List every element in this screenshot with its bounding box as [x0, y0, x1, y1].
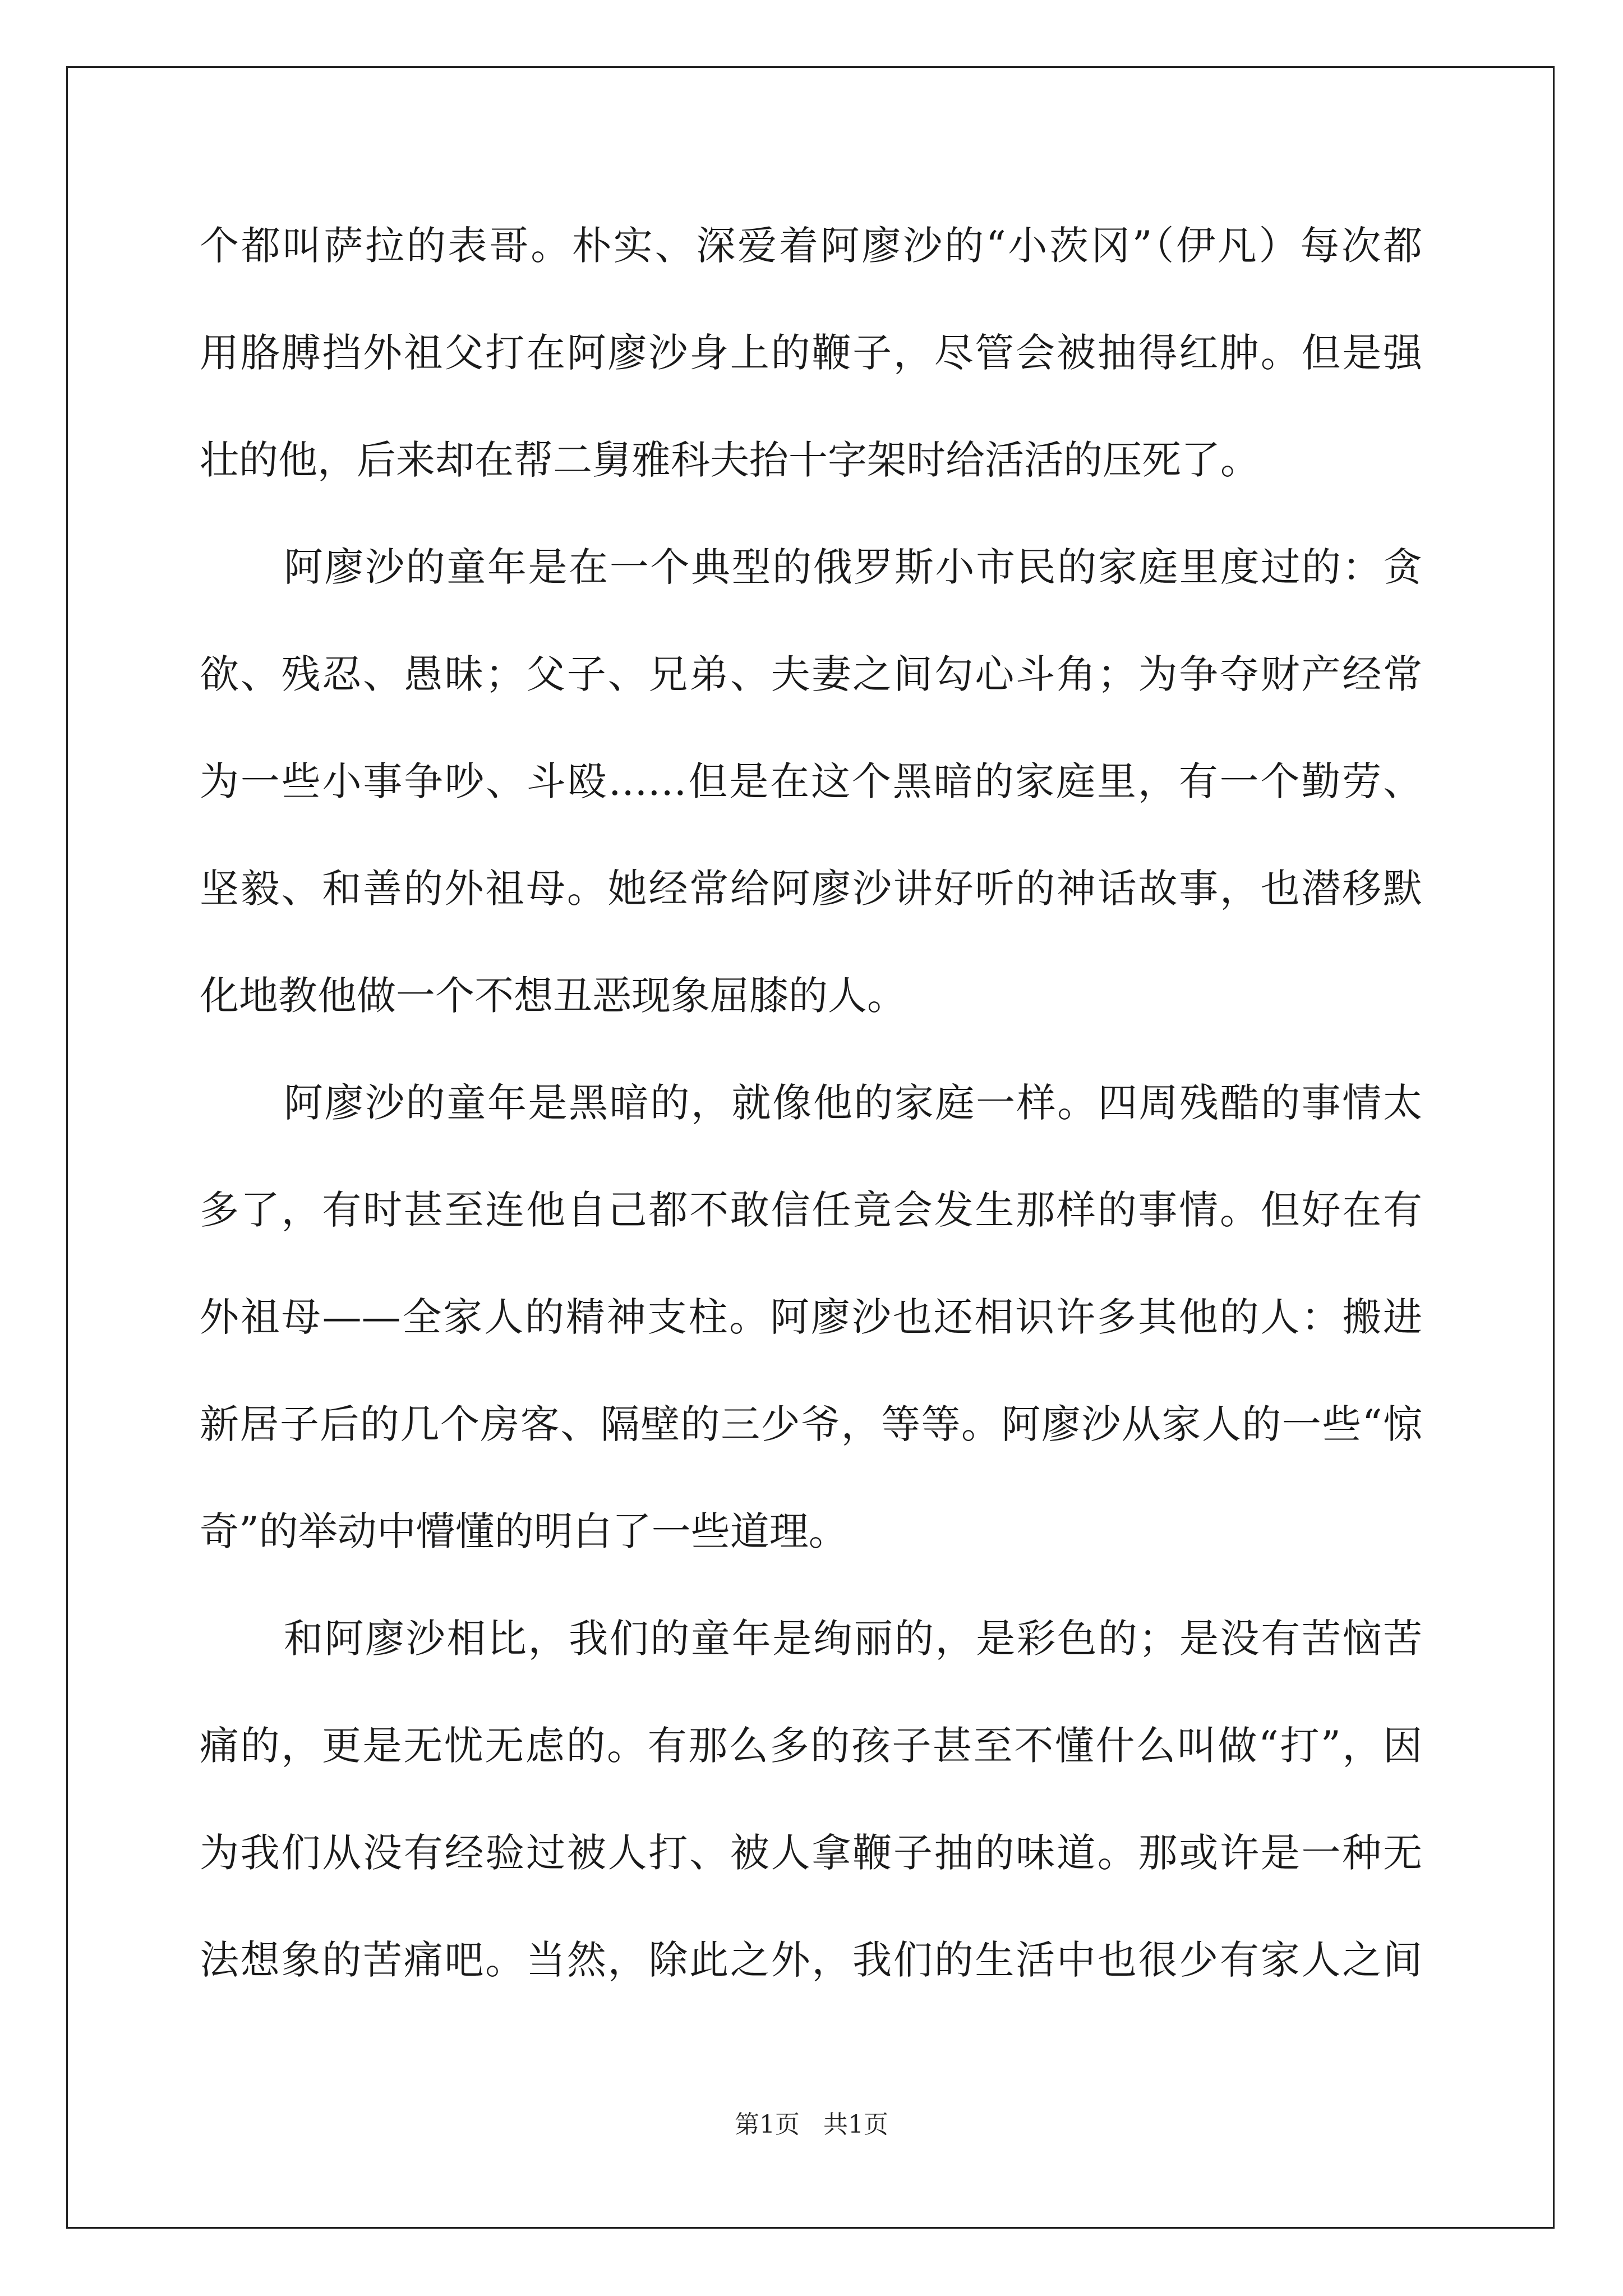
page-number: 第1页 — [735, 2110, 800, 2139]
document-body — [200, 212, 1422, 2033]
text-line: 化地教他做一个不想丑恶现象屈膝的人。 — [200, 973, 906, 1019]
text-line: 为一些小事争吵、斗殴……但是在这个黑暗的家庭里，有一个勤劳、 — [200, 758, 1422, 804]
text-line: 坚毅、和善的外祖母。她经常给阿廖沙讲好听的神话故事，也潜移默 — [200, 866, 1422, 912]
text-line: 壮的他，后来却在帮二舅雅科夫抬十字架时给活活的压死了。 — [200, 437, 1260, 483]
text-line: 多了，有时甚至连他自己都不敢信任竟会发生那样的事情。但好在有 — [200, 1187, 1422, 1233]
text-line: 用胳膊挡外祖父打在阿廖沙身上的鞭子，尽管会被抽得红肿。但是强 — [200, 330, 1422, 376]
page-total: 共1页 — [823, 2110, 888, 2139]
paragraph — [200, 533, 1422, 1069]
text-line: 痛的，更是无忧无虑的。有那么多的孩子甚至不懂什么叫做“打”，因 — [200, 1723, 1422, 1769]
text-line: 奇”的举动中懵懂的明白了一些道理。 — [200, 1508, 848, 1554]
page-footer — [0, 2108, 1623, 2142]
paragraph — [200, 1605, 1422, 2033]
text-line: 阿廖沙的童年是黑暗的，就像他的家庭一样。四周残酷的事情太 — [284, 1080, 1422, 1126]
text-line: 欲、残忍、愚昧；父子、兄弟、夫妻之间勾心斗角；为争夺财产经常 — [200, 651, 1422, 697]
text-line: 个都叫萨拉的表哥。朴实、深爱着阿廖沙的“小茨冈”（伊凡）每次都 — [200, 223, 1422, 269]
text-line: 外祖母——全家人的精神支柱。阿廖沙也还相识许多其他的人：搬进 — [200, 1294, 1422, 1340]
text-line: 法想象的苦痛吧。当然，除此之外，我们的生活中也很少有家人之间 — [200, 1937, 1422, 1983]
text-line: 为我们从没有经验过被人打、被人拿鞭子抽的味道。那或许是一种无 — [200, 1830, 1422, 1876]
paragraph — [200, 1069, 1422, 1605]
text-line: 阿廖沙的童年是在一个典型的俄罗斯小市民的家庭里度过的：贪 — [284, 544, 1422, 590]
text-line: 和阿廖沙相比，我们的童年是绚丽的，是彩色的；是没有苦恼苦 — [284, 1616, 1422, 1662]
paragraph — [200, 212, 1422, 533]
text-line: 新居子后的几个房客、隔壁的三少爷，等等。阿廖沙从家人的一些“惊 — [200, 1401, 1422, 1447]
